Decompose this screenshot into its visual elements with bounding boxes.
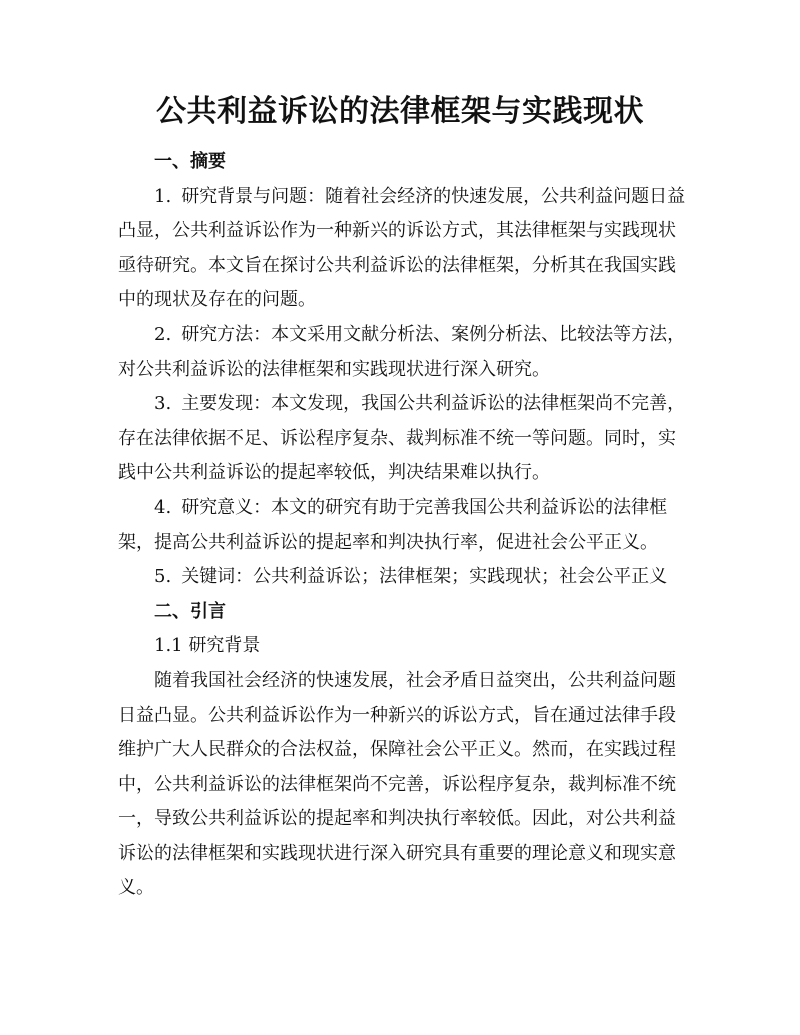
abstract-item	[118, 560, 690, 595]
abstract-item	[118, 387, 690, 491]
section-heading-introduction: 二、引言	[154, 600, 226, 622]
item-text: 主要发现：本文发现，我国公共利益诉讼的法律框架尚不完善，存在法律依据不足、诉讼程序复杂、裁判标准不统一等问题。同时，实践中公共利益诉讼的提起率较低，判决结果难以执行。	[118, 393, 686, 484]
abstract-item	[118, 180, 690, 318]
document-body	[118, 145, 690, 906]
abstract-item	[118, 491, 690, 560]
item-text: 关键词：公共利益诉讼；法律框架；实践现状；社会公平正义	[181, 566, 668, 588]
section-heading-abstract: 一、摘要	[154, 151, 226, 172]
item-text: 研究意义：本文的研究有助于完善我国公共利益诉讼的法律框架，提高公共利益诉讼的提起率和判决执行率，促进社会公平正义。	[118, 496, 668, 553]
page-title: 公共利益诉讼的法律框架与实践现状	[156, 94, 644, 129]
item-number: 5.	[154, 566, 172, 588]
item-text: 研究背景与问题：随着社会经济的快速发展，公共利益问题日益凸显，公共利益诉讼作为一种新兴的诉讼方式，其法律框架与实践现状亟待研究。本文旨在探讨公共利益诉讼的法律框架，分析其在我国实践中的现状及存在的问题。	[118, 185, 686, 311]
abstract-item	[118, 318, 690, 387]
item-number: 1.	[154, 185, 172, 207]
item-text: 研究方法：本文采用文献分析法、案例分析法、比较法等方法，对公共利益诉讼的法律框架和实践现状进行深入研究。	[118, 323, 686, 380]
item-number: 2.	[154, 323, 172, 345]
item-number: 3.	[154, 393, 172, 415]
subsection-heading-background: 1.1 研究背景	[154, 635, 261, 657]
item-number: 4.	[154, 496, 172, 518]
intro-paragraph: 随着我国社会经济的快速发展，社会矛盾日益突出，公共利益问题日益凸显。公共利益诉讼作为一种新兴的诉讼方式，旨在通过法律手段维护广大人民群众的合法权益，保障社会公平正义。然而，在实践过程中，公共利益诉讼的法律框架尚不完善，诉讼程序复杂，裁判标准不统一，导致公共利益诉讼的提起率和判决执行率较低。因此，对公共利益诉讼的法律框架和实践现状进行深入研究具有重要的理论意义和现实意义。	[118, 669, 676, 899]
